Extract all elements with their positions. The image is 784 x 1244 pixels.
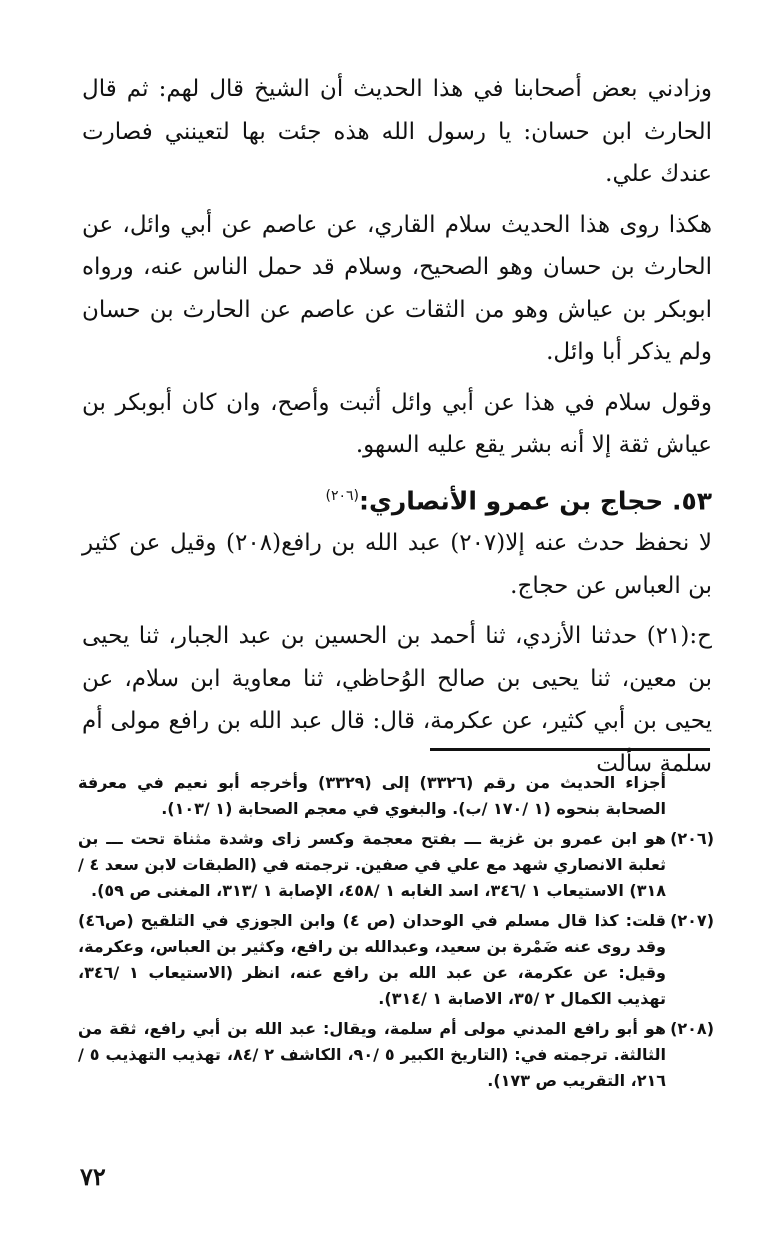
footnote-206	[78, 826, 714, 904]
footnote-207	[78, 908, 714, 1012]
footnote-text: أجزاء الحديث من رقم (٣٣٢٦) إلى (٣٣٢٩) وأخرجه أبو نعيم في معرفة الصحابة بنحوه (١ /١٧٠ /ب). والبغوي في معجم الصحابة (١ /١٠٣).	[78, 773, 667, 818]
footnote-number: (٢٠٦)	[670, 829, 714, 848]
footnote-number: (٢٠٧)	[670, 911, 714, 930]
footnote-divider	[430, 748, 710, 751]
footnote-number: (٢٠٨)	[670, 1019, 714, 1038]
section-heading	[82, 475, 712, 523]
footnote-continuation	[78, 770, 714, 822]
paragraph: ح:(٢١) حدثنا الأزدي، ثنا أحمد بن الحسين بن عبد الجبار، ثنا يحيى بن معين، ثنا يحيى بن صالح الوُحاظي، ثنا معاوية ابن سلام، عن يحيى بن أبي كثير، عن عكرمة، قال: قال عبد الله بن رافع مولى أم سلمة سألت	[82, 623, 712, 777]
paragraph: وقول سلام في هذا عن أبي وائل أثبت وأصح، وان كان أبوبكر بن عياش ثقة إلا أنه بشر يقع عليه السهو.	[82, 389, 712, 458]
footnote-text: هو أبو رافع المدني مولى أم سلمة، ويقال: عبد الله بن أبي رافع، ثقة من الثالثة. ترجمته في: (التاريخ الكبير ٥ /٩٠، الكاشف ٢ /٨٤، تهذيب التهذيب ٥ /٢١٦، التقريب ص ١٧٣).	[78, 1019, 667, 1090]
footnote-text: قلت: كذا قال مسلم في الوحدان (ص ٤) وابن الجوزي في التلقيح (ص٤٦) وقد روى عنه ضَمْرة بن سعيد، وعبدالله بن رافع، وكثير بن العباس، وعكرمة، وقيل: عن عكرمة، عن عبد الله بن رافع عنه، انظر (الاستيعاب ١ /٣٤٦، تهذيب الكمال ٢ /٣٥، الاصابة ١ /٣١٤).	[78, 911, 667, 1008]
paragraph: لا نحفظ حدث عنه إلا(٢٠٧) عبد الله بن رافع(٢٠٨) وقيل عن كثير بن العباس عن حجاج.	[82, 530, 712, 599]
main-text-block	[82, 68, 712, 793]
section-heading-footnote-ref: (٢٠٦)	[325, 487, 359, 504]
page-number: ٧٢	[80, 1162, 106, 1191]
section-heading-text: ٥٣. حجاج بن عمرو الأنصاري:	[359, 485, 712, 515]
footnotes	[78, 770, 714, 1098]
footnote-text: هو ابن عمرو بن غزية ـــ بفتح معجمة وكسر زاى وشدة مثناة تحت ـــ بن ثعلبة الانصاري شهد مع علي في صفين. ترجمته في (الطبقات لابن سعد ٤ /٣١٨) الاستيعاب ١ /٣٤٦، اسد الغابه ١ /٤٥٨، الإصابة ١ /٣١٣، المغنى ص ٥٩).	[78, 829, 666, 900]
paragraph: وزادني بعض أصحابنا في هذا الحديث أن الشيخ قال لهم: ثم قال الحارث ابن حسان: يا رسول الله هذه جئت بها لتعينني فصارت عندك علي.	[82, 76, 712, 187]
paragraph: هكذا روى هذا الحديث سلام القاري، عن عاصم عن أبي وائل، عن الحارث بن حسان وهو الصحيح، وسلام قد حمل الناس عنه، ورواه ابوبكر بن عياش وهو من الثقات عن عاصم عن الحارث بن حسان ولم يذكر أبا وائل.	[82, 211, 712, 365]
footnote-number	[666, 770, 714, 822]
footnote-208	[78, 1016, 714, 1094]
